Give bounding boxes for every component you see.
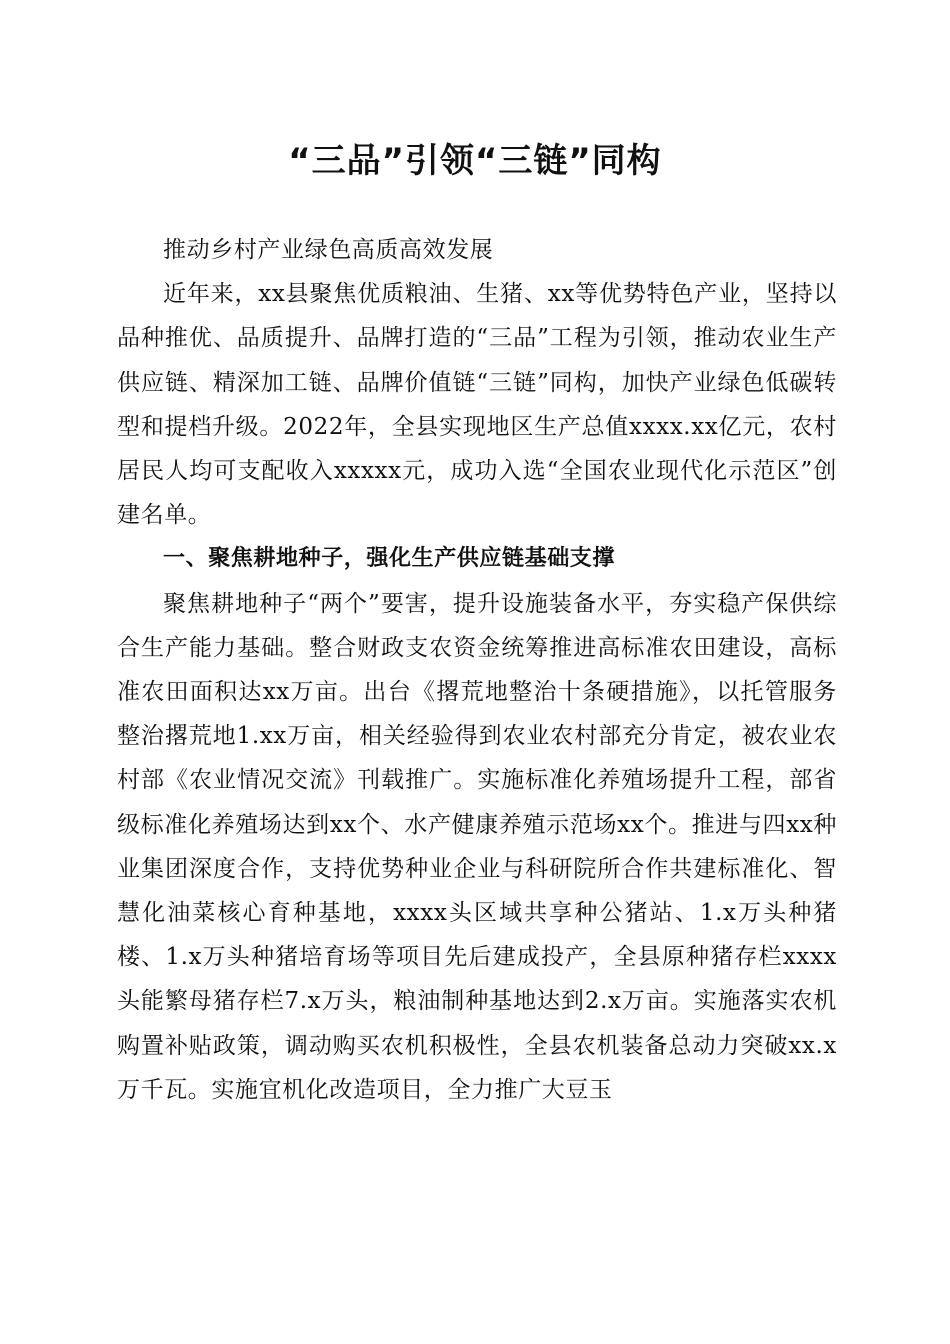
document-subtitle: 推动乡村产业绿色高质高效发展 bbox=[163, 237, 494, 263]
section-1-paragraph: 聚焦耕地种子“两个”要害，提升设施装备水平，夯实稳产保供综合生产能力基础。整合财政支农资金统筹推进高标准农田建设，高标准农田面积达xx万亩。出台《撂荒地整治十条硬措施》，以托管服务整治撂荒地1.xx万亩，相关经验得到农业农村部充分肯定，被农业农村部《农业情况交流》刊载推广。实施标准化养殖场提升工程，部省级标准化养殖场达到xx个、水产健康养殖示范场xx个。推进与四xx种业集团深度合作，支持优势种业企业与科研院所合作共建标准化、智慧化油菜核心育种基地，xxxx头区域共享种公猪站、1.x万头种猪楼、1.x万头种猪培育场等项目先后建成投产，全县原种猪存栏xxxx头能繁母猪存栏7.x万头，粮油制种基地达到2.x万亩。实施落实农机购置补贴政策，调动购买农机积极性，全县农机装备总动力突破xx.x万千瓦。实施宜机化改造项目，全力推广大豆玉 bbox=[117, 590, 837, 1103]
intro-paragraph: 近年来，xx县聚焦优质粮油、生猪、xx等优势特色产业，坚持以品种推优、品质提升、品牌打造的“三品”工程为引领，推动农业生产供应链、精深加工链、品牌价值链“三链”同构，加快产业绿色低碳转型和提档升级。2022年，全县实现地区生产总值xxxx.xx亿元，农村居民人均可支配收入xxxxx元，成功入选“全国农业现代化示范区”创建名单。 bbox=[117, 281, 837, 529]
document-title: “三品”引领“三链”同构 bbox=[288, 141, 662, 181]
document-body bbox=[117, 228, 837, 1112]
section-1-heading: 一、聚焦耕地种子，强化生产供应链基础支撑 bbox=[163, 546, 616, 572]
